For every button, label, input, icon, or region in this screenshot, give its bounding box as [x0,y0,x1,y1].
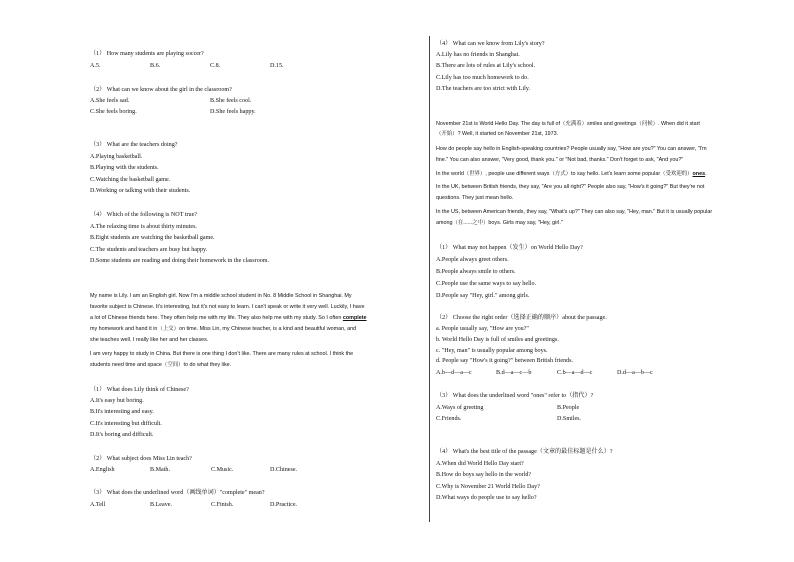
option: A.Lily has no friends in Shanghai. [436,52,520,58]
underlined-word-ones: ones [692,171,706,177]
option: D.What ways do people use to say hello? [436,495,537,501]
passage-line: （开始）? Well, it started on November 21st, 1973. [436,131,559,137]
option: D.Smiles. [557,416,582,422]
option: A.People always greet others. [436,257,509,263]
passage-text: . [705,171,707,177]
underlined-word-complete: complete [342,315,367,321]
passage-text: In the world（世界）, people use different ways（方式）to say hello. Let's learn some popular（受欢迎的） [436,171,693,177]
option: C.Friends. [436,416,462,422]
order-item: b. World Hello Day is full of smiles and greetings. [436,337,559,343]
question-stem: （3） What does the underlined word（画线单词）"complete" mean? [90,490,265,496]
column-divider [429,36,430,522]
option: C.It's interesting but difficult. [90,421,162,427]
option: C.Watching the basketball game. [90,177,171,183]
option: B.People always smile to others. [436,269,516,275]
option: A.Ways of greeting [436,405,484,411]
question-stem: （3） What are the teachers doing? [90,142,178,148]
option: D.Some students are reading and doing their homework in the classroom. [90,258,270,264]
passage-line: In the UK, between British friends, they say, "Are you all right?" People also say, "How's it going?" But they're not [436,184,705,190]
option: C.Lily has too much homework to do. [436,75,529,81]
option: D.Chinese. [270,467,298,473]
passage-text: a lot of Chinese friends here. They often help me with my life. They also help me with my study. So I often [90,315,343,321]
passage-line: favorite subject is Chinese. It's interesting, but it's not easy to learn. I can't speak or write it very well. Luckily, I have [90,304,365,310]
option: B.Eight students are watching the basketball game. [90,235,215,241]
option: A.It's easy but boring. [90,398,144,404]
option: B.She feels cool. [210,98,252,104]
option: B.It's interesting and easy. [90,409,154,415]
question-stem: （1） What does Lily think of Chinese? [90,387,189,393]
passage-line: How do people say hello in English-speaking countries? People usually say, "How are you?" You can answer, "I'm [436,146,707,152]
option: B.Math. [150,467,170,473]
option: C.Music. [211,467,234,473]
passage-line: she teaches well. I really like her and her classes. [90,337,209,343]
option: C.Why is November 21 World Hello Day? [436,484,540,490]
option: B.d—a—c—b [496,370,532,376]
passage-line: students need time and space（空间）to do what they like. [90,362,232,368]
order-item: d. People say "How's it going?" between British friends. [436,358,574,364]
passage-line: my homework and hand it in（上交）on time. Miss Lin, my Chinese teacher, is a kind and beautiful woman, and [90,326,357,332]
option: C.The students and teachers are busy but happy. [90,247,208,253]
option: D.The teachers are too strict with Lily. [436,86,531,92]
passage-line: November 21st is World Hello Day. The day is full of（充满着）smiles and greetings（问候）. When did it start [436,121,700,127]
option: A.English [90,467,115,473]
option: B.Leave. [150,502,172,508]
option: D.15. [270,63,284,69]
question-stem: （4） What's the best title of the passage（文章的最佳标题是什么）? [436,449,613,455]
passage-line [436,170,707,178]
passage-line: questions. They just mean hello. [436,195,514,201]
passage-line [90,314,367,322]
option: A.The relaxing time is about thirty minutes. [90,224,197,230]
order-item: a. People usually say, "How are you?" [436,326,529,332]
option: C.She feels boring. [90,109,137,115]
option: C.People use the same ways to say hello. [436,281,537,287]
question-stem: （1） How many students are playing soccer? [90,51,204,57]
option: A.b—d—a—c [436,370,472,376]
option: B.Playing with the students. [90,165,159,171]
question-stem: （2） What subject does Miss Lin teach? [90,456,192,462]
passage-line: among（在......之中）boys. Girls may say, "Hey, girl." [436,220,563,226]
passage-line: My name is Lily. I am an English girl. Now I'm a middle school student in No. 8 Middle School in Shanghai. My [90,293,352,299]
option: B.6. [150,63,161,69]
question-stem: （2） Choose the right order（选择正确的顺序）about the passage. [436,315,607,321]
order-item: c. "Hey, man" is usually popular among boys. [436,348,548,354]
question-stem: （1） What may not happen（发生）on World Hello Day? [436,245,583,251]
question-stem: （4） Which of the following is NOT true? [90,212,198,218]
option: D.People say "Hey, girl." among girls. [436,293,530,299]
passage-line: In the US, between American friends, they say, "What's up?" They can also say, "Hey, man." But it is usually popular [436,209,713,215]
option: A.Tell [90,502,106,508]
option: D.It's boring and difficult. [90,432,154,438]
question-stem: （3） What does the underlined word "ones" refer to（指代）? [436,393,594,399]
option: B.People [557,405,580,411]
option: B.How do boys say hello in the world? [436,472,532,478]
passage-line: fine." You can also answer, "Very good, thank you." or "Not bad, thanks." Don't forget to ask, "And you?" [436,157,684,163]
passage-line: I am very happy to study in China. But there is one thing I don't like. There are many rules at school. I think the [90,351,354,357]
option: A.When did World Hello Day start? [436,461,524,467]
option: D.Working or talking with their students. [90,188,191,194]
option: A.Playing basketball. [90,154,143,160]
option: D.She feels happy. [210,109,256,115]
question-stem: （4） What can we know from Lily's story? [436,41,545,47]
question-stem: （2） What can we know about the girl in the classroom? [90,87,232,93]
option: C.b—a—d—c [557,370,593,376]
option: C.8. [210,63,221,69]
option: D.Practice. [270,502,298,508]
option: A.She feels sad. [90,98,130,104]
option: D.d—a—b—c [617,370,653,376]
option: A.5. [90,63,101,69]
option: C.Finish. [211,502,234,508]
option: B.There are lots of rules at Lily's school. [436,63,536,69]
